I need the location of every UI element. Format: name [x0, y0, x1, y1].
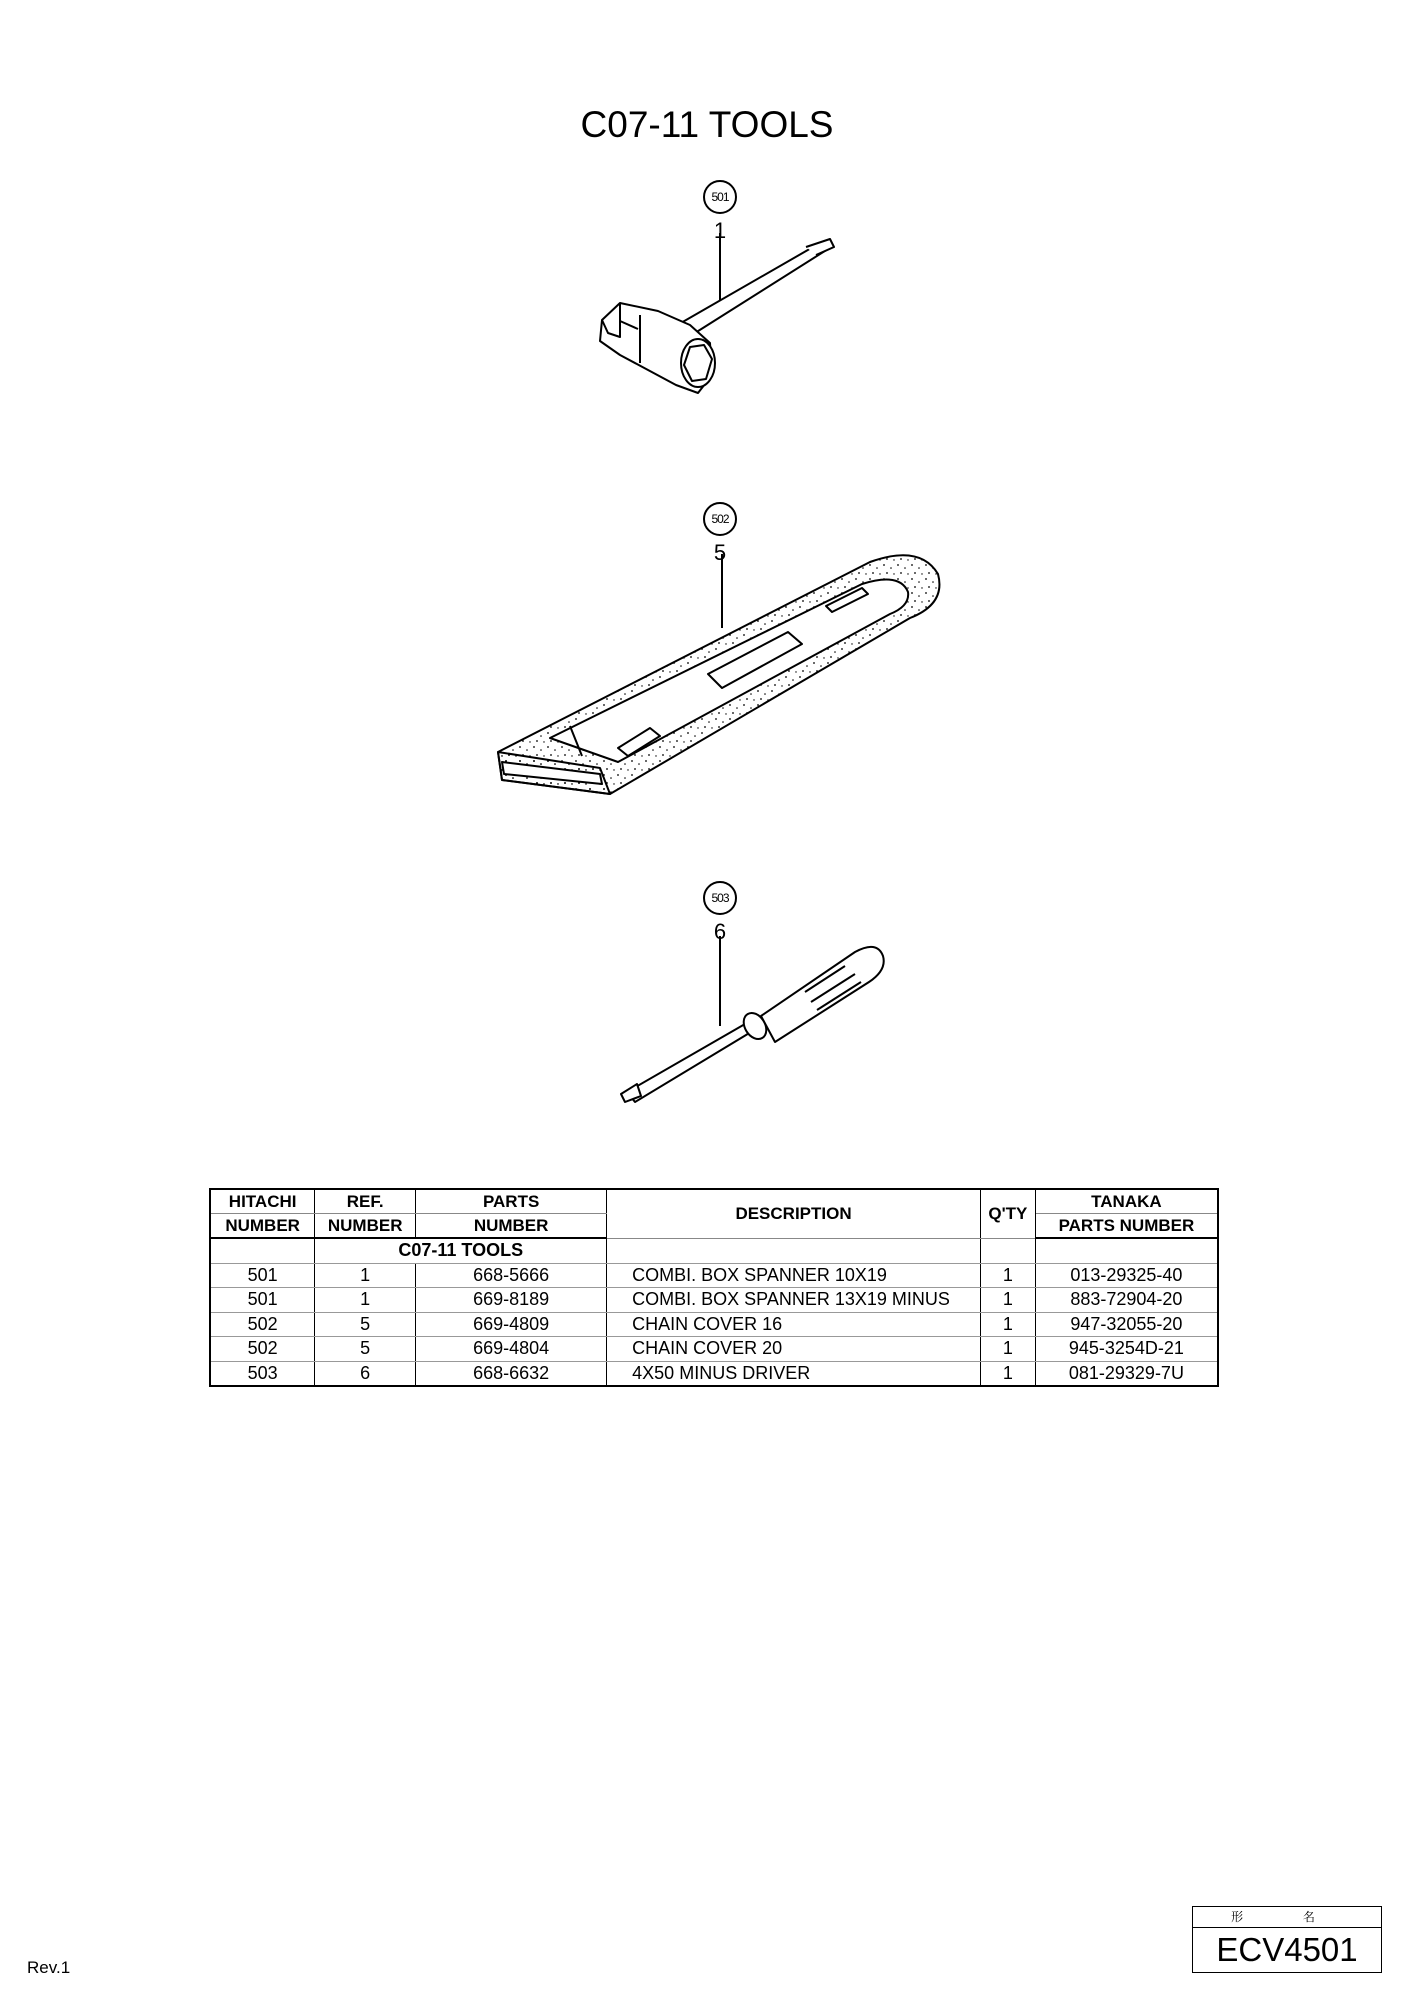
- model-box: [1192, 1906, 1382, 1973]
- table-row: [210, 1288, 1218, 1313]
- tanaka-parts-number: 883-72904-20: [1035, 1288, 1218, 1313]
- parts-number: 668-6632: [416, 1361, 607, 1386]
- page-title: C07-11 TOOLS: [580, 104, 834, 145]
- description: COMBI. BOX SPANNER 13X19 MINUS: [607, 1288, 981, 1313]
- section-title: C07-11 TOOLS: [315, 1238, 607, 1263]
- header-tanaka-parts-number: PARTS NUMBER: [1035, 1214, 1218, 1239]
- revision-label: Rev.1: [27, 1958, 71, 1977]
- ref-number: 6: [713, 919, 727, 944]
- header-qty: Q'TY: [980, 1189, 1035, 1238]
- callout-number: 501: [703, 180, 737, 214]
- hitachi-number: 502: [210, 1312, 315, 1337]
- tanaka-parts-number: 947-32055-20: [1035, 1312, 1218, 1337]
- header-row: [210, 1189, 1218, 1214]
- table-row: [210, 1263, 1218, 1288]
- table-row: [210, 1361, 1218, 1386]
- hitachi-number: 501: [210, 1263, 315, 1288]
- description: CHAIN COVER 16: [607, 1312, 981, 1337]
- tanaka-parts-number: 945-3254D-21: [1035, 1337, 1218, 1362]
- header-hitachi-number: NUMBER: [210, 1214, 315, 1239]
- ref-number: 5: [713, 540, 727, 565]
- hitachi-number: 502: [210, 1337, 315, 1362]
- parts-number: 668-5666: [416, 1263, 607, 1288]
- callout-number: 503: [703, 881, 737, 915]
- ref-number: 1: [713, 218, 727, 243]
- ref-number: 5: [315, 1337, 416, 1362]
- combi-box-spanner-icon: [580, 225, 840, 415]
- header-hitachi: HITACHI: [210, 1189, 315, 1214]
- table-row: [210, 1337, 1218, 1362]
- ref-number: 1: [315, 1263, 416, 1288]
- description: COMBI. BOX SPANNER 10X19: [607, 1263, 981, 1288]
- parts-number: 669-4804: [416, 1337, 607, 1362]
- parts-number: 669-4809: [416, 1312, 607, 1337]
- hitachi-number: 501: [210, 1288, 315, 1313]
- quantity: 1: [980, 1361, 1035, 1386]
- header-ref-number: NUMBER: [315, 1214, 416, 1239]
- header-ref: REF.: [315, 1189, 416, 1214]
- hitachi-number: 503: [210, 1361, 315, 1386]
- quantity: 1: [980, 1312, 1035, 1337]
- ref-number: 6: [315, 1361, 416, 1386]
- header-parts: PARTS: [416, 1189, 607, 1214]
- parts-number: 669-8189: [416, 1288, 607, 1313]
- parts-table: [209, 1188, 1219, 1387]
- tanaka-parts-number: 081-29329-7U: [1035, 1361, 1218, 1386]
- quantity: 1: [980, 1288, 1035, 1313]
- ref-number: 1: [315, 1288, 416, 1313]
- ref-number: 5: [315, 1312, 416, 1337]
- header-tanaka: TANAKA: [1035, 1189, 1218, 1214]
- header-parts-number: NUMBER: [416, 1214, 607, 1239]
- description: CHAIN COVER 20: [607, 1337, 981, 1362]
- section-row: [210, 1238, 1218, 1263]
- chain-cover-icon: [490, 548, 950, 798]
- model-label: 形 名: [1193, 1907, 1381, 1928]
- quantity: 1: [980, 1337, 1035, 1362]
- quantity: 1: [980, 1263, 1035, 1288]
- table-row: [210, 1312, 1218, 1337]
- callout-number: 502: [703, 502, 737, 536]
- model-number: ECV4501: [1216, 1931, 1358, 1968]
- header-description: DESCRIPTION: [607, 1189, 981, 1238]
- tanaka-parts-number: 013-29325-40: [1035, 1263, 1218, 1288]
- screwdriver-icon: [615, 930, 895, 1105]
- description: 4X50 MINUS DRIVER: [607, 1361, 981, 1386]
